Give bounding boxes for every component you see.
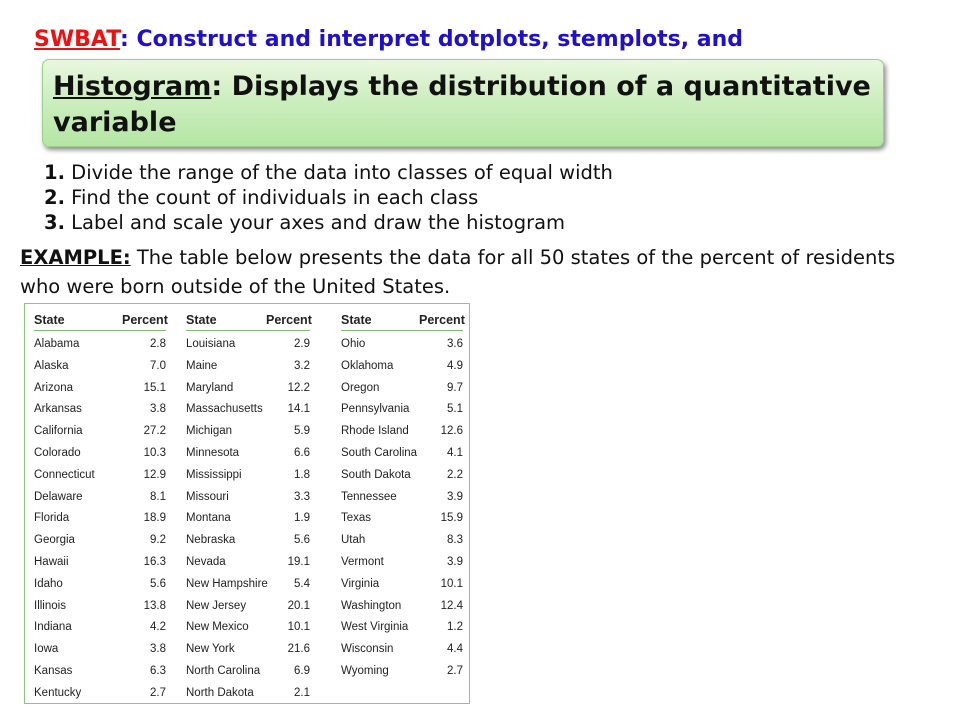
table-row <box>341 378 463 400</box>
example-label: EXAMPLE: <box>20 246 131 269</box>
state-cell: South Dakota <box>341 468 411 481</box>
percent-cell: 6.6 <box>294 446 310 459</box>
state-header: State <box>34 313 65 327</box>
table-row <box>34 552 166 574</box>
table-column-3 <box>341 310 463 683</box>
state-cell: Wisconsin <box>341 643 394 656</box>
table-row <box>341 399 463 421</box>
state-cell: Florida <box>34 512 70 525</box>
percent-cell: 1.9 <box>294 512 310 525</box>
percent-cell: 4.9 <box>447 359 463 372</box>
state-cell: South Carolina <box>341 446 418 459</box>
example-text: The table below presents the data for all 50 states of the percent of residents who were born outside of the United States. <box>20 246 896 298</box>
table-row <box>186 508 310 530</box>
percent-cell: 12.2 <box>287 381 310 394</box>
histogram-steps-list <box>44 160 613 235</box>
state-cell: Pennsylvania <box>341 403 410 416</box>
table-row <box>186 487 310 509</box>
percent-header: Percent <box>266 313 312 327</box>
percent-cell: 5.4 <box>294 577 310 590</box>
state-percent-table <box>24 303 470 704</box>
state-cell: Rhode Island <box>341 425 409 438</box>
table-row <box>186 574 310 596</box>
definition-term: Histogram <box>53 71 212 102</box>
table-header-row <box>34 310 166 331</box>
percent-cell: 7.0 <box>150 359 166 372</box>
definition-text: : Displays the distribution of a quantitative variable <box>53 71 871 138</box>
table-row <box>34 639 166 661</box>
percent-cell: 3.9 <box>447 490 463 503</box>
percent-cell: 3.2 <box>294 359 310 372</box>
percent-cell: 2.1 <box>294 686 310 699</box>
percent-cell: 3.8 <box>150 643 166 656</box>
percent-cell: 12.4 <box>440 599 463 612</box>
table-row <box>34 421 166 443</box>
table-row <box>341 487 463 509</box>
state-cell: Connecticut <box>34 468 95 481</box>
state-header: State <box>341 313 372 327</box>
table-header-row <box>186 310 310 331</box>
example-paragraph <box>20 243 900 301</box>
table-row <box>341 639 463 661</box>
state-cell: Michigan <box>186 425 233 438</box>
percent-cell: 15.9 <box>440 512 463 525</box>
table-row <box>186 552 310 574</box>
state-cell: Oklahoma <box>341 359 394 372</box>
percent-cell: 2.9 <box>294 338 310 350</box>
percent-cell: 10.3 <box>143 446 166 459</box>
percent-cell: 3.8 <box>150 403 166 416</box>
table-header-row <box>341 310 463 331</box>
table-row <box>186 356 310 378</box>
state-cell: Washington <box>341 599 402 612</box>
table-row <box>341 421 463 443</box>
table-row <box>34 334 166 356</box>
table-row <box>186 421 310 443</box>
state-cell: Ohio <box>341 338 366 350</box>
table-row <box>341 356 463 378</box>
percent-cell: 20.1 <box>287 599 310 612</box>
table-row <box>341 574 463 596</box>
table-row <box>186 530 310 552</box>
table-row <box>186 683 310 705</box>
table-row <box>34 530 166 552</box>
table-row <box>341 443 463 465</box>
state-cell: Kansas <box>34 664 73 677</box>
state-cell: New Mexico <box>186 621 249 634</box>
state-cell: Texas <box>341 512 372 525</box>
step-text: Find the count of individuals in each class <box>64 186 479 209</box>
state-cell: Maryland <box>186 381 234 394</box>
table-row <box>186 617 310 639</box>
percent-cell: 15.1 <box>143 381 166 394</box>
swbat-objective <box>34 24 884 55</box>
percent-cell: 5.6 <box>150 577 166 590</box>
state-cell: Iowa <box>34 643 59 656</box>
percent-header: Percent <box>122 313 168 327</box>
table-row <box>186 661 310 683</box>
table-row <box>186 378 310 400</box>
state-cell: Kentucky <box>34 686 82 699</box>
percent-cell: 2.7 <box>150 686 166 699</box>
state-cell: Georgia <box>34 534 75 547</box>
percent-cell: 8.1 <box>150 490 166 503</box>
state-cell: New Hampshire <box>186 577 268 590</box>
percent-cell: 14.1 <box>287 403 310 416</box>
state-cell: Montana <box>186 512 231 525</box>
step-item <box>44 210 613 235</box>
percent-cell: 10.1 <box>287 621 310 634</box>
percent-cell: 4.1 <box>447 446 463 459</box>
table-row <box>341 530 463 552</box>
percent-cell: 6.3 <box>150 664 166 677</box>
table-row <box>341 596 463 618</box>
table-row <box>341 661 463 683</box>
state-cell: Alaska <box>34 359 69 372</box>
percent-cell: 5.6 <box>294 534 310 547</box>
state-cell: North Carolina <box>186 664 261 677</box>
table-row <box>341 617 463 639</box>
percent-cell: 2.2 <box>447 468 463 481</box>
percent-cell: 10.1 <box>440 577 463 590</box>
step-number: 2. <box>44 186 65 209</box>
state-cell: Hawaii <box>34 555 69 568</box>
state-cell: Virginia <box>341 577 380 590</box>
percent-cell: 12.9 <box>143 468 166 481</box>
state-cell: Minnesota <box>186 446 240 459</box>
state-cell: Delaware <box>34 490 83 503</box>
state-cell: Arizona <box>34 381 73 394</box>
swbat-label: SWBAT <box>34 27 121 52</box>
percent-cell: 19.1 <box>287 555 310 568</box>
percent-cell: 1.8 <box>294 468 310 481</box>
state-cell: Tennessee <box>341 490 397 503</box>
percent-header: Percent <box>419 313 465 327</box>
histogram-definition-callout <box>42 59 884 147</box>
percent-cell: 1.2 <box>447 621 463 634</box>
table-row <box>34 487 166 509</box>
percent-cell: 9.7 <box>447 381 463 394</box>
state-cell: Indiana <box>34 621 72 634</box>
percent-cell: 18.9 <box>143 512 166 525</box>
table-row <box>34 356 166 378</box>
percent-cell: 4.4 <box>447 643 463 656</box>
percent-cell: 5.9 <box>294 425 310 438</box>
table-row <box>186 443 310 465</box>
table-column-2 <box>186 310 310 705</box>
step-item <box>44 185 613 210</box>
percent-cell: 3.3 <box>294 490 310 503</box>
table-row <box>34 443 166 465</box>
percent-cell: 12.6 <box>440 425 463 438</box>
state-cell: Arkansas <box>34 403 82 416</box>
percent-cell: 8.3 <box>447 534 463 547</box>
percent-cell: 3.9 <box>447 555 463 568</box>
percent-cell: 21.6 <box>287 643 310 656</box>
table-row <box>34 596 166 618</box>
table-row <box>34 508 166 530</box>
state-cell: Idaho <box>34 577 63 590</box>
step-text: Divide the range of the data into classes of equal width <box>64 161 613 184</box>
state-cell: New Jersey <box>186 599 247 612</box>
state-cell: North Dakota <box>186 686 254 699</box>
table-row <box>186 334 310 356</box>
state-cell: Nebraska <box>186 534 236 547</box>
state-cell: California <box>34 425 83 438</box>
table-row <box>341 334 463 356</box>
percent-cell: 4.2 <box>150 621 166 634</box>
step-number: 3. <box>44 211 65 234</box>
table-row <box>34 574 166 596</box>
state-cell: Alabama <box>34 338 80 350</box>
state-cell: Massachusetts <box>186 403 263 416</box>
percent-cell: 9.2 <box>150 534 166 547</box>
table-row <box>34 465 166 487</box>
table-row <box>186 399 310 421</box>
state-cell: Vermont <box>341 555 384 568</box>
table-row <box>341 465 463 487</box>
table-row <box>341 508 463 530</box>
table-row <box>34 617 166 639</box>
state-cell: Illinois <box>34 599 66 612</box>
percent-cell: 13.8 <box>143 599 166 612</box>
percent-cell: 16.3 <box>143 555 166 568</box>
state-cell: Wyoming <box>341 664 389 677</box>
state-cell: West Virginia <box>341 621 409 634</box>
table-row <box>34 661 166 683</box>
state-cell: Mississippi <box>186 468 242 481</box>
table-row <box>341 552 463 574</box>
table-row <box>34 683 166 705</box>
table-row <box>34 378 166 400</box>
state-cell: Nevada <box>186 555 226 568</box>
table-row <box>186 465 310 487</box>
step-number: 1. <box>44 161 65 184</box>
state-cell: Colorado <box>34 446 81 459</box>
state-cell: Missouri <box>186 490 229 503</box>
table-row <box>186 596 310 618</box>
state-cell: Maine <box>186 359 218 372</box>
state-cell: New York <box>186 643 235 656</box>
state-cell: Louisiana <box>186 338 236 350</box>
swbat-text: : Construct and interpret dotplots, stemplots, and <box>120 27 743 52</box>
percent-cell: 2.8 <box>150 338 166 350</box>
percent-cell: 2.7 <box>447 664 463 677</box>
step-item <box>44 160 613 185</box>
percent-cell: 5.1 <box>447 403 463 416</box>
table-column-1 <box>34 310 166 705</box>
percent-cell: 3.6 <box>447 338 463 350</box>
step-text: Label and scale your axes and draw the histogram <box>64 211 566 234</box>
state-header: State <box>186 313 217 327</box>
table-row <box>186 639 310 661</box>
state-cell: Oregon <box>341 381 380 394</box>
table-row <box>34 399 166 421</box>
state-cell: Utah <box>341 534 366 547</box>
percent-cell: 27.2 <box>143 425 166 438</box>
percent-cell: 6.9 <box>294 664 310 677</box>
